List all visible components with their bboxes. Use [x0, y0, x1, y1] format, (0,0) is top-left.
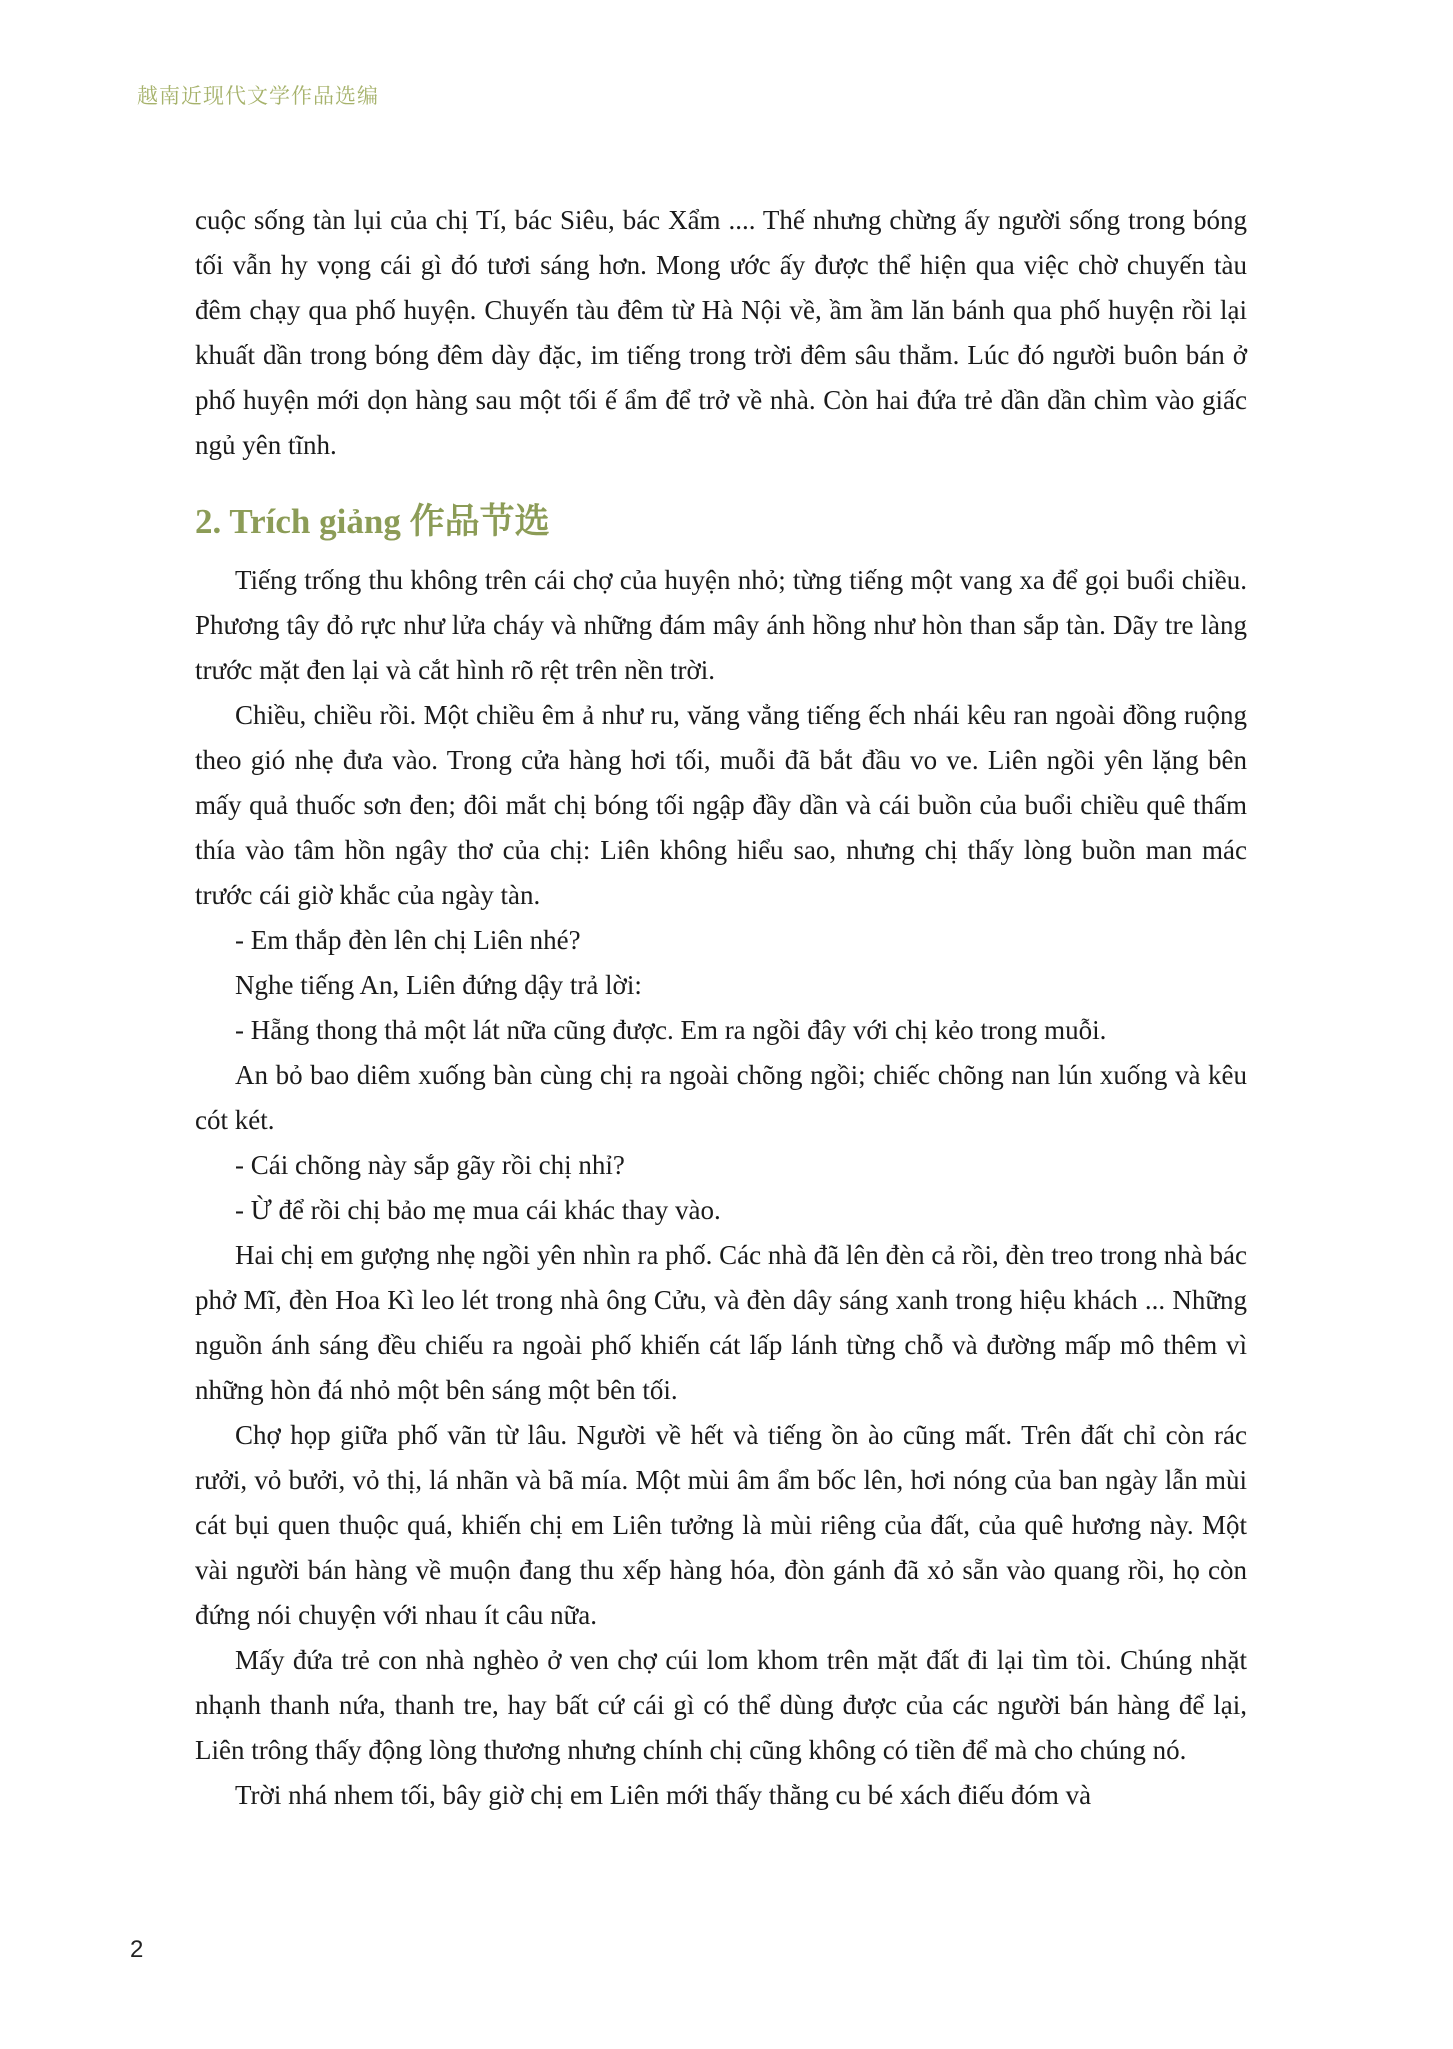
paragraph: Hai chị em gượng nhẹ ngồi yên nhìn ra phố. Các nhà đã lên đèn cả rồi, đèn treo trong nhà bác phở Mĩ, đèn Hoa Kì leo lét trong nhà ông Cửu, và đèn dây sáng xanh trong hiệu khách ... Những nguồn ánh sáng đều chiếu ra ngoài phố khiến cát lấp lánh từng chỗ và đường mấp mô thêm vì những hòn đá nhỏ một bên sáng một bên tối.	[195, 1240, 1247, 1405]
section-heading: 2. Trích giảng 作品节选	[195, 502, 550, 541]
paragraph-dialogue: - Hẵng thong thả một lát nữa cũng được. Em ra ngồi đây với chị kẻo trong muỗi.	[235, 1015, 1107, 1045]
paragraph: Trời nhá nhem tối, bây giờ chị em Liên mới thấy thằng cu bé xách điếu đóm và	[235, 1780, 1092, 1810]
text-body	[195, 198, 1247, 1818]
paragraph-intro-continuation: cuộc sống tàn lụi của chị Tí, bác Siêu, bác Xẩm .... Thế nhưng chừng ấy người sống trong bóng tối vẫn hy vọng cái gì đó tươi sáng hơn. Mong ước ấy được thể hiện qua việc chờ chuyến tàu đêm chạy qua phố huyện. Chuyến tàu đêm từ Hà Nội về, ầm ầm lăn bánh qua phố huyện rồi lại khuất dần trong bóng đêm dày đặc, im tiếng trong trời đêm sâu thẳm. Lúc đó người buôn bán ở phố huyện mới dọn hàng sau một tối ế ẩm để trở về nhà. Còn hai đứa trẻ dần dần chìm vào giấc ngủ yên tĩnh.	[195, 205, 1247, 460]
paragraph-dialogue: - Ừ để rồi chị bảo mẹ mua cái khác thay vào.	[235, 1195, 721, 1225]
paragraph: Chiều, chiều rồi. Một chiều êm ả như ru, văng vẳng tiếng ếch nhái kêu ran ngoài đồng ruộng theo gió nhẹ đưa vào. Trong cửa hàng hơi tối, muỗi đã bắt đầu vo ve. Liên ngồi yên lặng bên mấy quả thuốc sơn đen; đôi mắt chị bóng tối ngập đầy dần và cái buồn của buổi chiều quê thấm thía vào tâm hồn ngây thơ của chị: Liên không hiểu sao, nhưng chị thấy lòng buồn man mác trước cái giờ khắc của ngày tàn.	[195, 700, 1247, 910]
paragraph: An bỏ bao diêm xuống bàn cùng chị ra ngoài chõng ngồi; chiếc chõng nan lún xuống và kêu cót két.	[195, 1060, 1247, 1135]
paragraph-dialogue: - Em thắp đèn lên chị Liên nhé?	[235, 925, 581, 955]
paragraph: Chợ họp giữa phố vãn từ lâu. Người về hết và tiếng ồn ào cũng mất. Trên đất chỉ còn rác rưởi, vỏ bưởi, vỏ thị, lá nhãn và bã mía. Một mùi âm ẩm bốc lên, hơi nóng của ban ngày lẫn mùi cát bụi quen thuộc quá, khiến chị em Liên tưởng là mùi riêng của đất, của quê hương này. Một vài người bán hàng về muộn đang thu xếp hàng hóa, đòn gánh đã xỏ sẵn vào quang rồi, họ còn đứng nói chuyện với nhau ít câu nữa.	[195, 1420, 1247, 1630]
running-header: 越南近现代文学作品选编	[137, 85, 379, 108]
paragraph: Nghe tiếng An, Liên đứng dậy trả lời:	[235, 970, 642, 1000]
paragraph: Mấy đứa trẻ con nhà nghèo ở ven chợ cúi lom khom trên mặt đất đi lại tìm tòi. Chúng nhặt nhạnh thanh nứa, thanh tre, hay bất cứ cái gì có thể dùng được của các người bán hàng để lại, Liên trông thấy động lòng thương nhưng chính chị cũng không có tiền để mà cho chúng nó.	[195, 1645, 1247, 1765]
paragraph: Tiếng trống thu không trên cái chợ của huyện nhỏ; từng tiếng một vang xa để gọi buổi chiều. Phương tây đỏ rực như lửa cháy và những đám mây ánh hồng như hòn than sắp tàn. Dãy tre làng trước mặt đen lại và cắt hình rõ rệt trên nền trời.	[195, 565, 1247, 685]
page-number: 2	[130, 1936, 144, 1963]
paragraph-dialogue: - Cái chõng này sắp gãy rồi chị nhỉ?	[235, 1150, 625, 1180]
